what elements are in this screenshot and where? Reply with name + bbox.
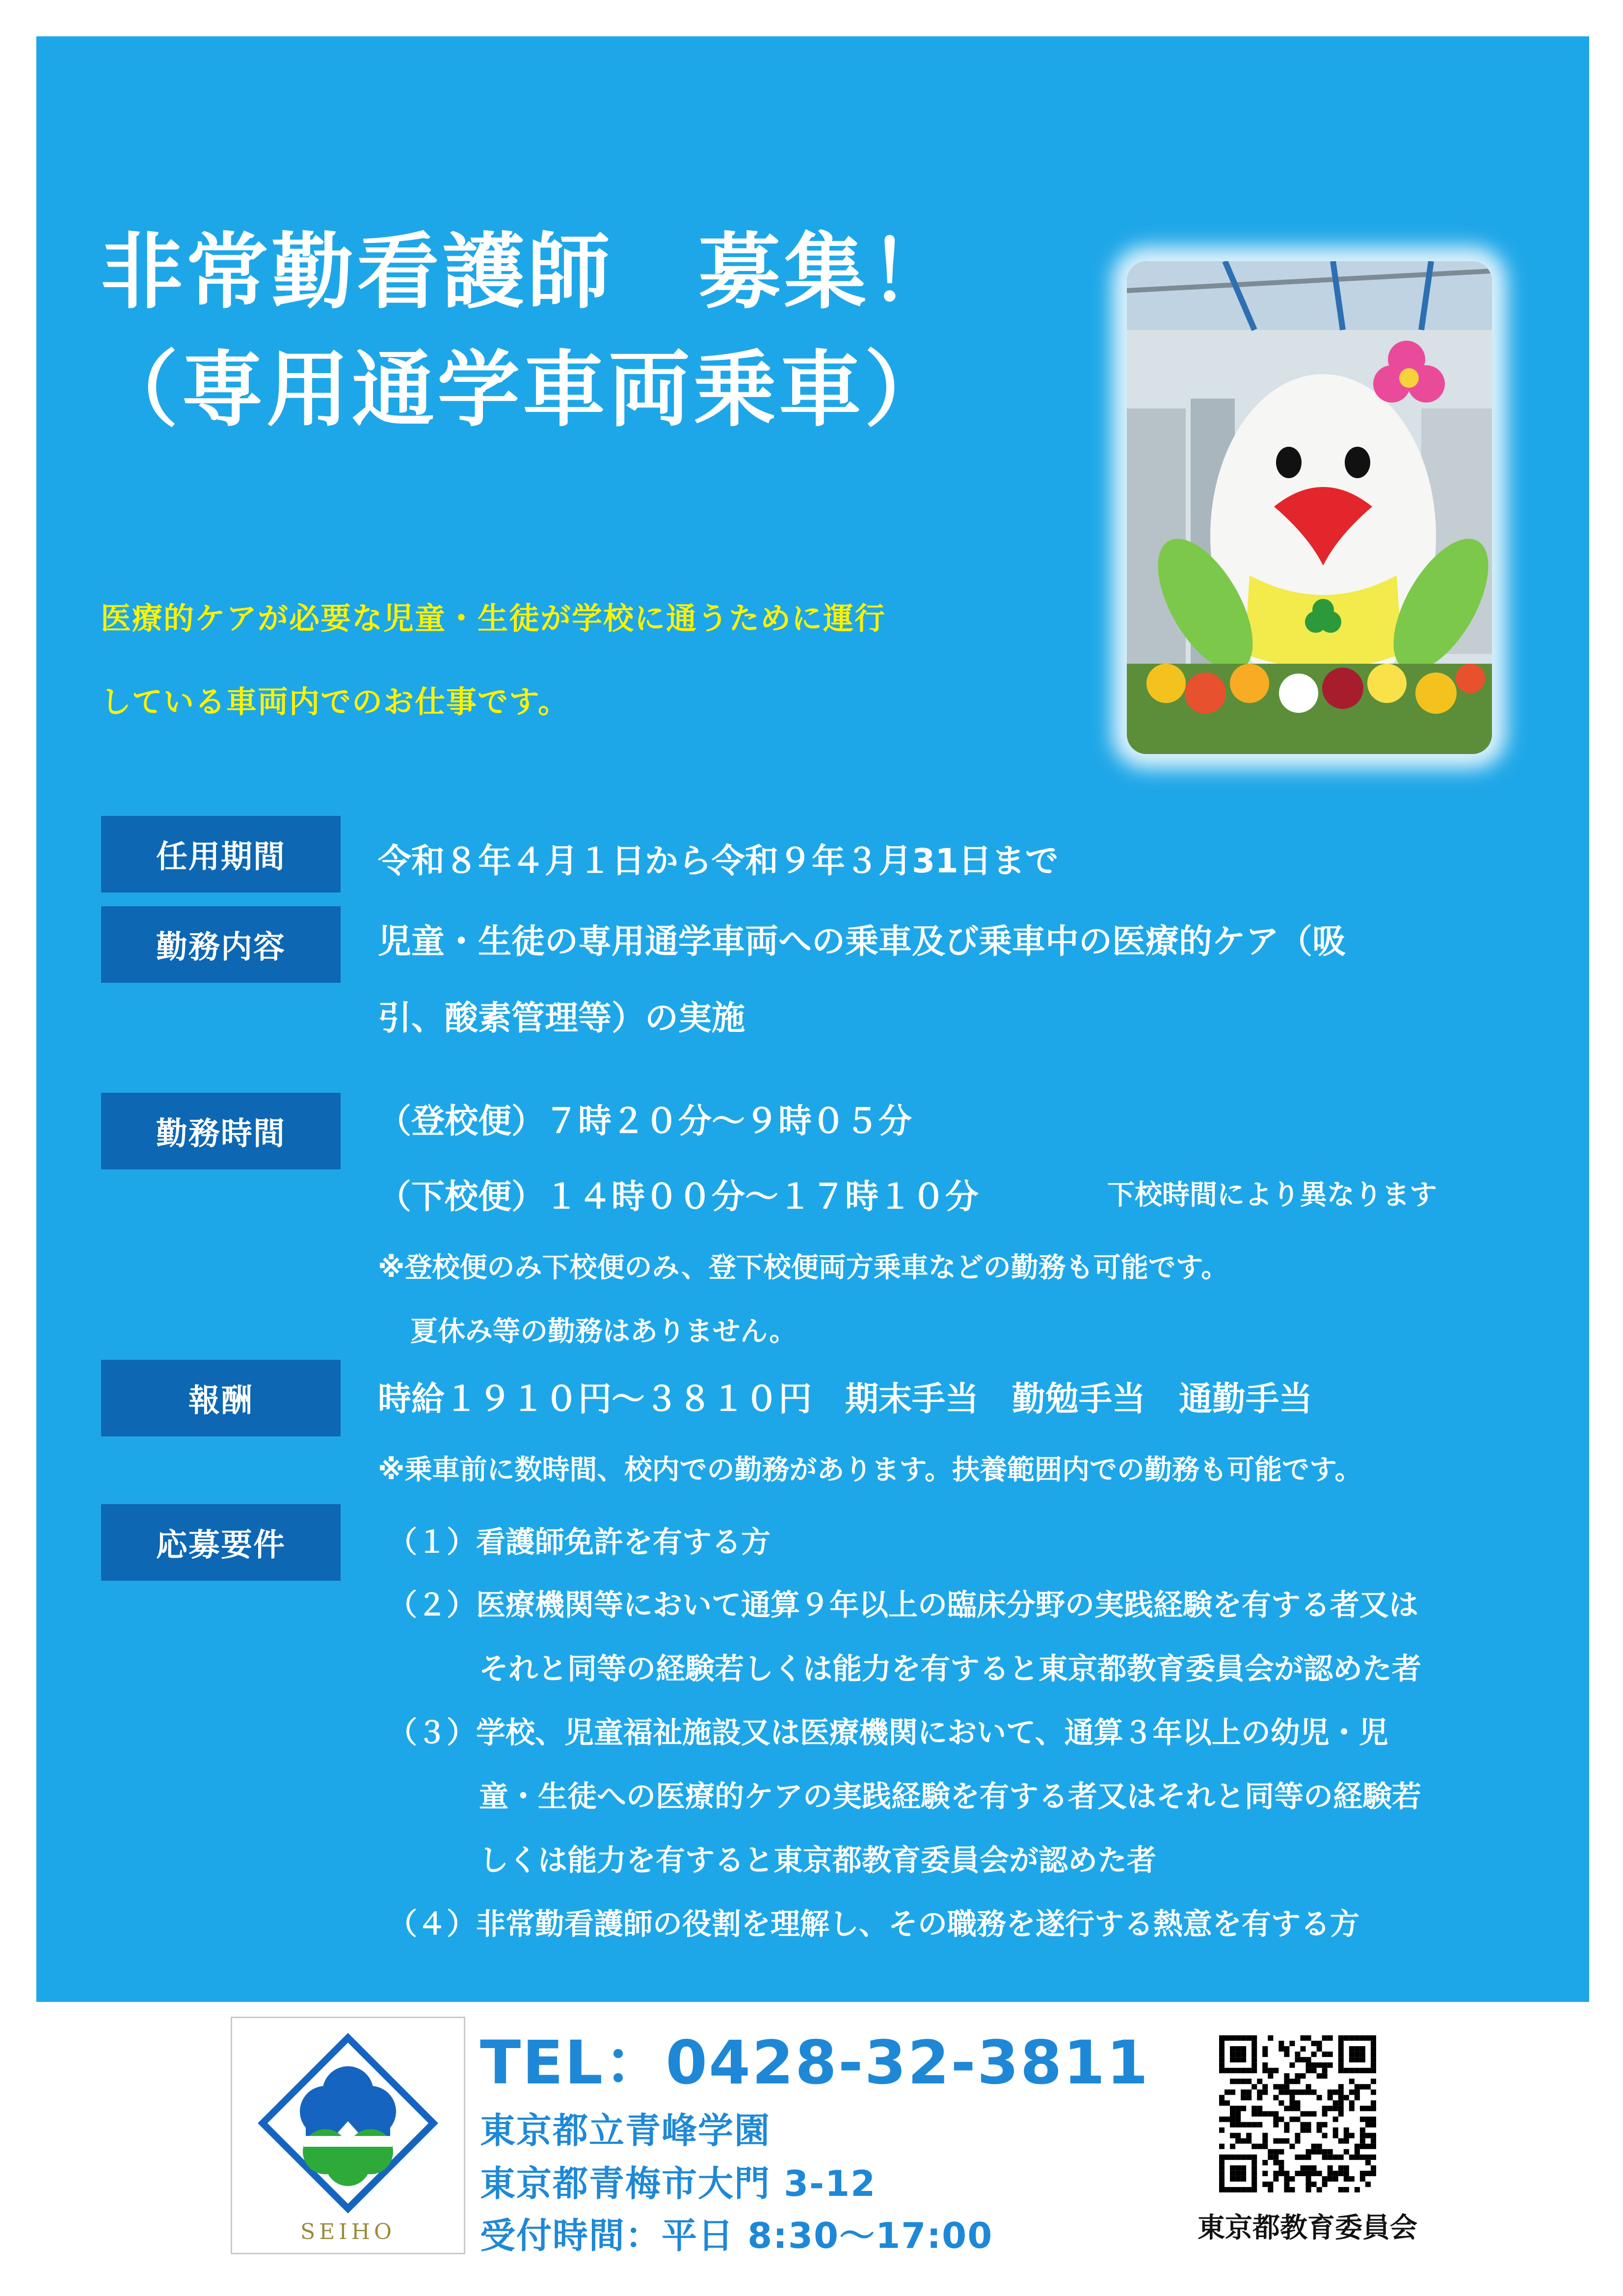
duties-line-2: 引、酸素管理等）の実施 [378,999,745,1038]
school-name: 東京都立青峰学園 [480,2110,771,2151]
label-term: 任用期間 [101,816,341,892]
requirement-item: （３）学校、児童福祉施設又は医療機関において、通算３年以上の幼児・児 [388,1716,1388,1750]
mascot-illustration [1127,261,1492,754]
pay-line-1: 時給１９１０円～３８１０円 期末手当 勤勉手当 通勤手当 [378,1380,1313,1419]
requirement-item: （４）非常勤看護師の役割を理解し、その職務を遂行する熱意を有する方 [388,1907,1359,1942]
requirement-item: （２）医療機関等において通算９年以上の臨床分野の実践経験を有する者又は [388,1588,1418,1622]
hours-line-1: （登校便）７時２０分～９時０５分 [378,1102,912,1141]
duties-line-1: 児童・生徒の専用通学車両への乗車及び乗車中の医療的ケア（吸 [378,922,1346,961]
page-subtitle: （専用通学車両乗車） [96,342,950,438]
hours-line-2: （下校便）１４時００分～１７時１０分 [378,1178,979,1216]
hours-note-1: ※登校便のみ下校便のみ、登下校便両方乗車などの勤務も可能です。 [378,1252,1229,1284]
requirement-item: 童・生徒への医療的ケアの実践経験を有する者又はそれと同等の経験若 [479,1780,1421,1814]
label-pay: 報酬 [101,1360,341,1436]
hours-note-2: 夏休み等の勤務はありません。 [410,1316,797,1348]
reception-hours: 受付時間：平日 8:30～17:00 [480,2215,993,2256]
qr-code-graphic [1219,2035,1376,2192]
requirement-item: （１）看護師免許を有する方 [388,1525,771,1560]
page-title: 非常勤看護師 募集！ [101,224,955,320]
seiho-emblem [232,2018,464,2253]
term-text: 令和８年４月１日から令和９年３月31日まで [378,842,1059,881]
label-hours: 勤務時間 [101,1093,341,1169]
pay-note: ※乗車前に数時間、校内での勤務があります。扶養範囲内での勤務も可能です。 [378,1454,1362,1486]
school-address: 東京都青梅市大門 3-12 [480,2163,877,2204]
mascot-photo [1127,261,1492,754]
qr-code[interactable] [1219,2035,1376,2192]
hours-line-2-note: 下校時間により異なります [1107,1179,1437,1211]
intro-line-2: している車両内でのお仕事です。 [101,684,570,720]
school-logo [231,2017,465,2254]
logo-text: SEIHO [300,2219,396,2244]
board-of-education: 東京都教育委員会 [1197,2212,1417,2244]
requirement-item: それと同等の経験若しくは能力を有すると東京都教育委員会が認めた者 [479,1652,1421,1686]
label-duties: 勤務内容 [101,906,341,983]
requirement-item: しくは能力を有すると東京都教育委員会が認めた者 [479,1843,1156,1878]
intro-line-1: 医療的ケアが必要な児童・生徒が学校に通うために運行 [101,600,886,636]
phone-number[interactable]: TEL：0428-32-3811 [480,2028,1150,2098]
label-requirements: 応募要件 [101,1504,341,1581]
